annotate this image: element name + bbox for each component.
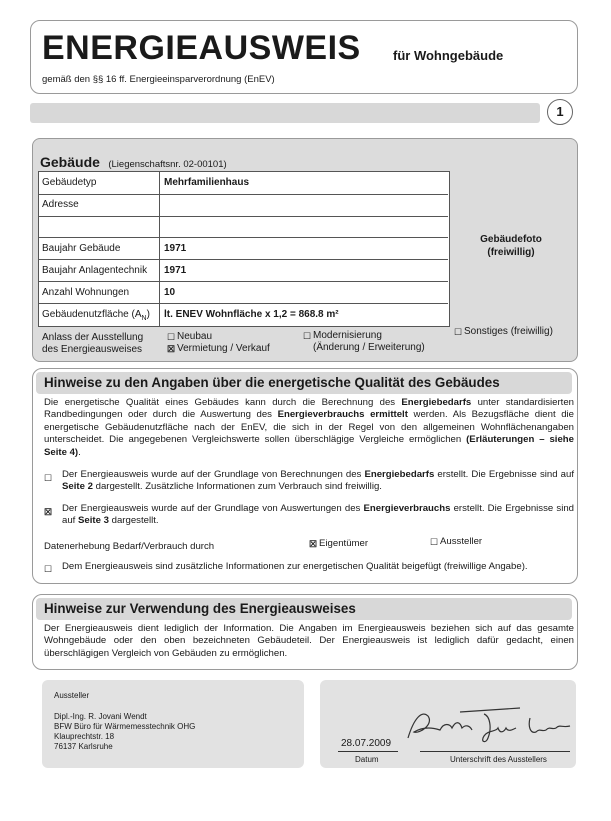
gebaeudefoto-note: (freiwillig) (487, 247, 535, 258)
datum-label: Datum (355, 755, 379, 764)
checkbox-neubau[interactable]: ☐ (167, 332, 176, 342)
option-bedarf-text: Der Energieausweis wurde auf der Grundlage von Berechnungen des Energiebedarfs erstellt. Die Ergebnisse sind auf Seite 2 dargestellt. Zusätzliche Informationen zum Verbrauch sind freiwillig. (62, 469, 574, 493)
option-zusatz: Dem Energieausweis sind zusätzliche Informationen zur energetischen Qualität beigefügt (freiwillige Angabe). (62, 561, 528, 572)
signature-label: Unterschrift des Ausstellers (450, 755, 547, 764)
hinweise-verwendung-heading: Hinweise zur Verwendung des Energieausweises (44, 601, 356, 616)
aussteller-ort: 76137 Karlsruhe (54, 742, 113, 751)
label-nutzflaeche (42, 309, 150, 325)
gebaeude-heading: Gebäude (40, 154, 100, 170)
value-nutzflaeche: lt. ENEV Wohnfläche x 1,2 = 868.8 m² (164, 309, 339, 320)
option-vermietung: Vermietung / Verkauf (177, 343, 270, 354)
option-neubau: Neubau (177, 331, 213, 342)
value-gebaeudetyp: Mehrfamilienhaus (164, 177, 250, 188)
gebaeude-registry: (Liegenschaftsnr. 02-00101) (108, 159, 227, 170)
option-sonstiges: Sonstiges (freiwillig) (464, 326, 553, 337)
label-nutzflaeche-text: Gebäudenutzfläche (A (42, 309, 142, 320)
header-band (30, 103, 540, 123)
anlass-label-1: Anlass der Ausstellung (42, 332, 144, 343)
page-number: 1 (556, 104, 564, 119)
option-verbrauch-text: Der Energieausweis wurde auf der Grundlage von Auswertungen des Energieverbrauchs erstellt. Die Ergebnisse sind auf Seite 3 dargestellt. (62, 503, 574, 527)
value-baujahr-anlagentechnik: 1971 (164, 265, 187, 276)
datenerhebung-label: Datenerhebung Bedarf/Verbrauch durch (44, 541, 215, 552)
document-title: ENERGIEAUSWEIS (42, 29, 361, 67)
label-adresse: Adresse (42, 199, 79, 210)
hinweise-angaben-heading: Hinweise zu den Angaben über die energetische Qualität des Gebäudes (44, 375, 500, 390)
checkbox-vermietung[interactable]: ☒ (167, 344, 176, 354)
aussteller-strasse: Klauprechtstr. 18 (54, 732, 115, 741)
signature-image (400, 698, 580, 750)
anlass-label-2: des Energieausweises (42, 344, 143, 355)
gebaeudefoto-label: Gebäudefoto (480, 234, 542, 245)
issue-date: 28.07.2009 (341, 738, 392, 749)
checkbox-verbrauch[interactable]: ☒ (44, 507, 53, 517)
option-aussteller: Aussteller (440, 536, 483, 547)
aussteller-firma: BFW Büro für Wärmemesstechnik OHG (54, 722, 196, 731)
legal-basis: gemäß den §§ 16 ff. Energieeinsparverordnung (EnEV) (42, 74, 275, 85)
checkbox-bedarf[interactable]: ☐ (44, 473, 53, 483)
aussteller-label: Aussteller (54, 691, 90, 700)
checkbox-modernisierung[interactable]: ☐ (303, 331, 312, 341)
hinweise-intro: Die energetische Qualität eines Gebäudes kann durch die Berechnung des Energiebedarfs unter standardisierten Randbedingungen oder durch die Auswertung des Energieverbrauchs ermittelt werden. Als Bezugsfläche dient die energetische Gebäudenutzfläche nach der EnEV, die sich in der Regel von den allgemeinen Wohnflächenangaben unterscheidet. Die angegebenen Vergleichswerte sollen überschlägige Vergleiche ermöglichen (Erläuterungen – siehe Seite 4). (44, 397, 574, 458)
checkbox-sonstiges[interactable]: ☐ (454, 327, 463, 337)
label-nutzflaeche-end: ) (146, 309, 150, 320)
value-anzahl-wohnungen: 10 (164, 287, 176, 298)
aussteller-name: Dipl.-Ing. R. Jovani Wendt (54, 712, 147, 721)
label-gebaeudetyp: Gebäudetyp (42, 177, 97, 188)
option-modernisierung: Modernisierung (313, 330, 382, 341)
checkbox-zusatz[interactable]: ☐ (44, 564, 53, 574)
value-baujahr-gebaeude: 1971 (164, 243, 187, 254)
hinweise-verwendung-text: Der Energieausweis dient lediglich der Information. Die Angaben im Energieausweis beziehen sich auf das gesamte Wohngebäude oder den oben bezeichneten Gebäudeteil. Der Energieausweis ist lediglich dafür gedacht, einen überschlägigen Vergleich von Gebäuden zu ermöglichen. (44, 623, 574, 659)
checkbox-eigentuemer[interactable]: ☒ (309, 539, 318, 549)
label-nutzflaeche-sub: N (141, 315, 147, 322)
label-baujahr-gebaeude: Baujahr Gebäude (42, 243, 121, 254)
checkbox-aussteller[interactable]: ☐ (430, 537, 439, 547)
page-number-badge (547, 99, 573, 125)
gebaeude-heading-row (40, 154, 227, 172)
label-anzahl-wohnungen: Anzahl Wohnungen (42, 287, 130, 298)
option-eigentuemer: Eigentümer (319, 538, 369, 549)
option-modernisierung-detail: (Änderung / Erweiterung) (313, 342, 425, 353)
label-baujahr-anlagentechnik: Baujahr Anlagentechnik (42, 265, 148, 276)
document-subtitle: für Wohngebäude (393, 48, 504, 63)
